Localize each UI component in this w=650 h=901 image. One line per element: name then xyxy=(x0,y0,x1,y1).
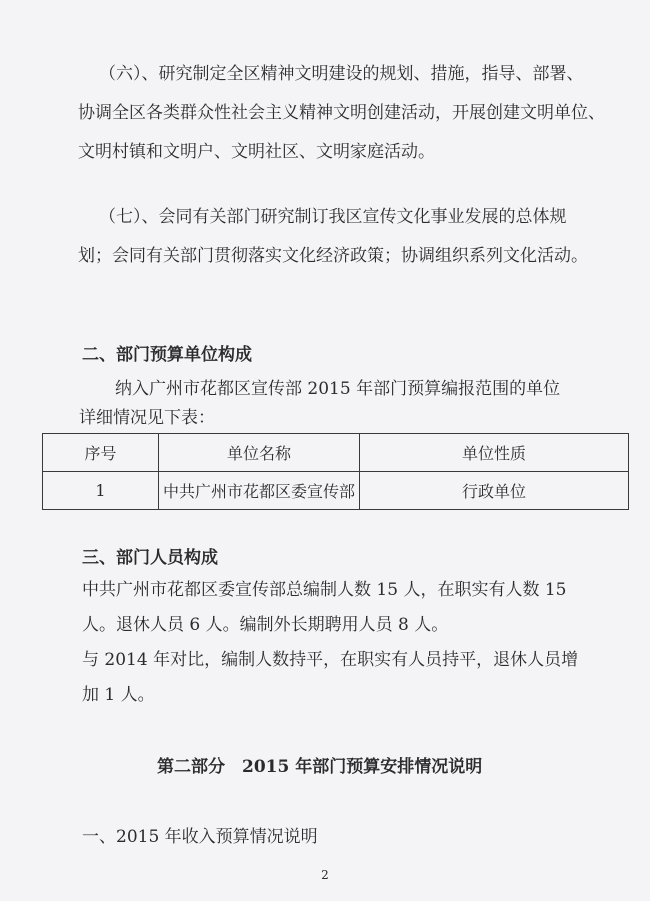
text-line: 划；会同有关部门贯彻落实文化经济政策；协调组织系列文化活动。 xyxy=(78,246,588,266)
page-number: 2 xyxy=(321,868,329,882)
text-line: 详细情况见下表： xyxy=(79,408,215,428)
text-line: 协调全区各类群众性社会主义精神文明创建活动，开展创建文明单位、 xyxy=(78,103,605,123)
table-cell: 1 xyxy=(43,472,159,510)
budget-units-table xyxy=(42,433,629,510)
text-line: （七）、会同有关部门研究制订我区宣传文化事业发展的总体规 xyxy=(99,207,567,227)
table-row xyxy=(43,472,629,510)
text-line: 文明村镇和文明户、文明社区、文明家庭活动。 xyxy=(78,142,435,162)
table-header-row xyxy=(43,434,629,472)
text-line: 与 2014 年对比，编制人数持平，在职实有人员持平，退休人员增 xyxy=(82,650,579,670)
text-line: 中共广州市花都区委宣传部总编制人数 15 人，在职实有人数 15 xyxy=(82,580,567,600)
text-line: （六）、研究制定全区精神文明建设的规划、措施，指导、部署、 xyxy=(99,64,584,84)
budget-units-intro xyxy=(79,372,635,429)
text-line: 人。退休人员 6 人。编制外长期聘用人员 8 人。 xyxy=(82,615,449,635)
part-two-title: 第二部分 2015 年部门预算安排情况说明 xyxy=(157,757,483,777)
part-two-subheading xyxy=(82,818,602,857)
table-header-cell: 单位名称 xyxy=(159,434,360,472)
table-header-cell: 单位性质 xyxy=(360,434,629,472)
staff-paragraph xyxy=(82,573,622,713)
staff-heading: 三、部门人员构成 xyxy=(82,548,218,568)
section-six-paragraph xyxy=(78,55,605,172)
table-cell: 中共广州市花都区委宣传部 xyxy=(159,472,360,510)
table-header-cell: 序号 xyxy=(43,434,159,472)
text-line: 纳入广州市花都区宣传部 2015 年部门预算编报范围的单位 xyxy=(115,379,561,399)
text-line: 一、2015 年收入预算情况说明 xyxy=(82,827,318,847)
section-seven-paragraph xyxy=(78,198,602,276)
text-line: 加 1 人。 xyxy=(82,685,155,705)
table-cell: 行政单位 xyxy=(360,472,629,510)
budget-units-heading: 二、部门预算单位构成 xyxy=(82,345,252,365)
